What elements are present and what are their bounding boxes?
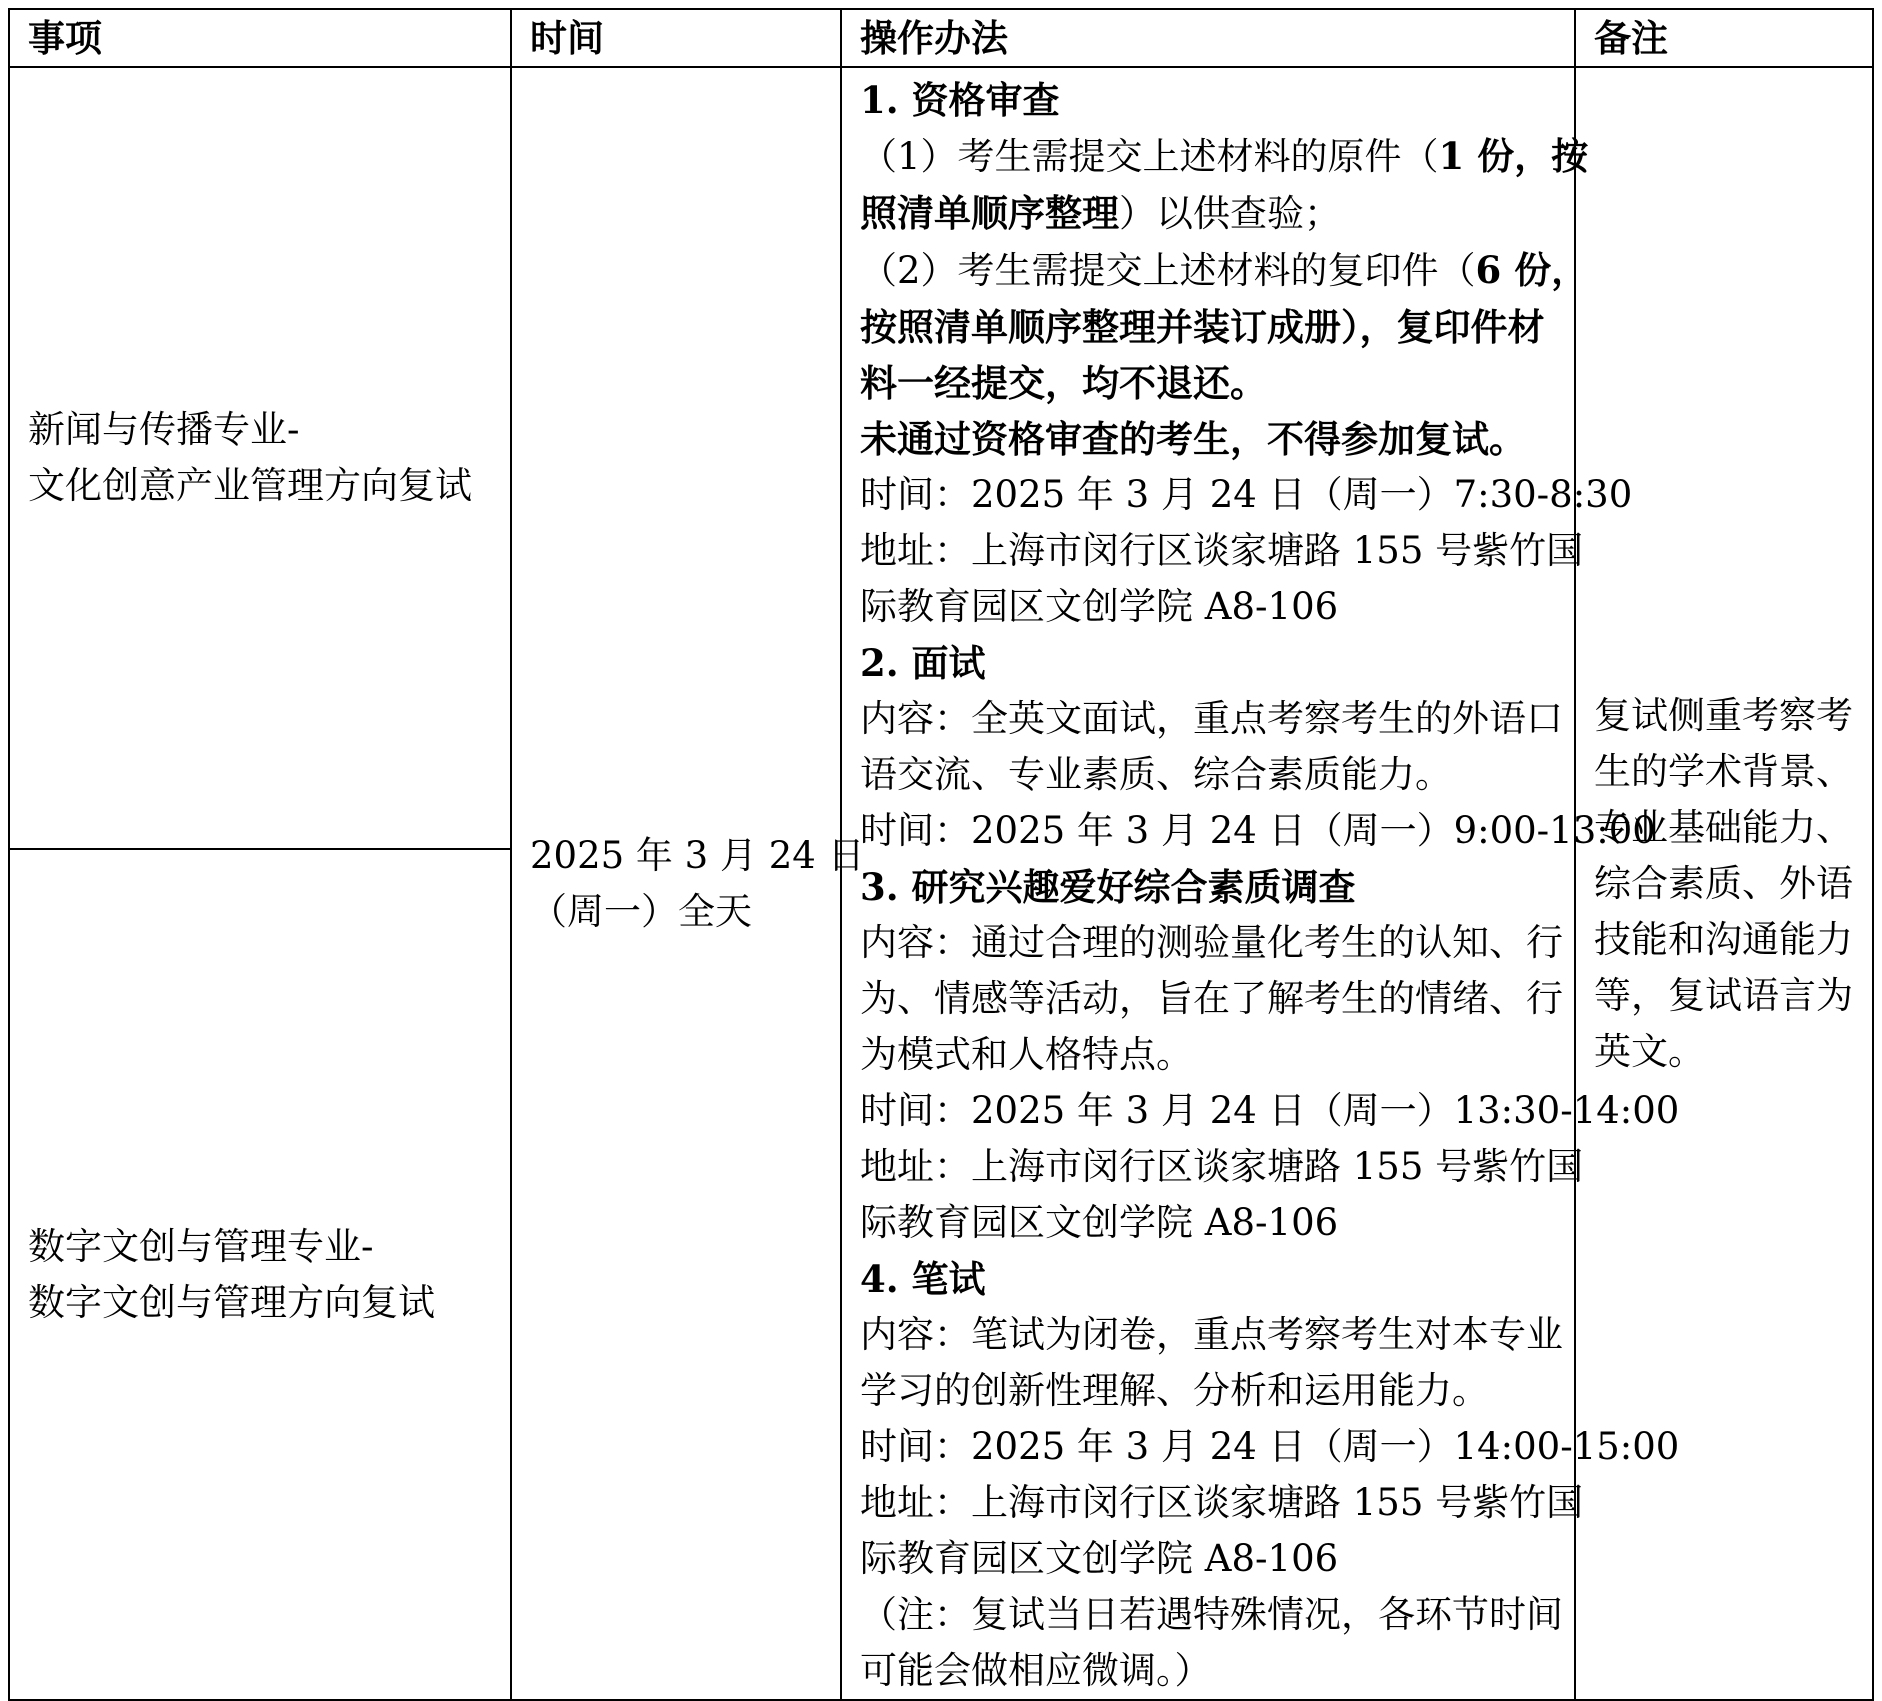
- remark-line: 复试侧重考察考: [1594, 693, 1853, 737]
- section-title: 4. 笔试: [860, 1257, 986, 1301]
- text-span: （1）考生需提交上述材料的原件（: [860, 135, 1439, 178]
- item-line: 新闻与传播专业-: [28, 408, 300, 451]
- method-line: 学习的创新性理解、分析和运用能力。: [860, 1369, 1489, 1412]
- header-item: 事项: [9, 9, 511, 67]
- method-cell: [841, 67, 1680, 1700]
- text-span: （2）考生需提交上述材料的复印件（: [860, 249, 1476, 292]
- bold-span: 照清单顺序整理: [860, 191, 1119, 235]
- remark-line: 生的学术背景、: [1594, 749, 1853, 793]
- header-row: [9, 9, 1873, 67]
- method-line: 可能会做相应微调。）: [860, 1649, 1212, 1692]
- method-line: （注：复试当日若遇特殊情况，各环节时间: [860, 1593, 1563, 1636]
- remark-line: 英文。: [1594, 1029, 1705, 1073]
- method-line: 际教育园区文创学院 A8-106: [860, 1537, 1339, 1580]
- method-line: [860, 185, 1556, 242]
- method-line: 地址：上海市闵行区谈家塘路 155 号紫竹国: [860, 1481, 1584, 1524]
- method-line: 时间：2025 年 3 月 24 日（周一）7:30-8:30: [860, 473, 1633, 516]
- section-title: 2. 面试: [860, 641, 986, 685]
- remark-line: 综合素质、外语: [1594, 861, 1853, 905]
- item-cell-digital: [9, 849, 511, 1700]
- header-method: 操作办法: [841, 9, 1575, 67]
- section-title: 1. 资格审查: [860, 78, 1060, 122]
- method-line: 内容：通过合理的测验量化考生的认知、行: [860, 921, 1563, 964]
- header-time: 时间: [511, 9, 841, 67]
- method-line: 为模式和人格特点。: [860, 1033, 1193, 1076]
- method-line: 料一经提交，均不退还。: [860, 361, 1267, 405]
- section-title: 3. 研究兴趣爱好综合素质调查: [860, 865, 1356, 909]
- text-span: ）以供查验；: [1119, 192, 1341, 235]
- method-line: 为、情感等活动，旨在了解考生的情绪、行: [860, 977, 1563, 1020]
- method-line: 际教育园区文创学院 A8-106: [860, 585, 1339, 628]
- schedule-table: [8, 8, 1874, 1701]
- item-line: 文化创意产业管理方向复试: [28, 464, 472, 507]
- header-remark: 备注: [1575, 9, 1873, 67]
- method-line: 按照清单顺序整理并装订成册），复印件材: [860, 305, 1545, 349]
- method-line: 语交流、专业素质、综合素质能力。: [860, 753, 1452, 796]
- item-line: 数字文创与管理方向复试: [28, 1280, 435, 1324]
- method-line: 地址：上海市闵行区谈家塘路 155 号紫竹国: [860, 529, 1584, 572]
- table-row: [9, 67, 1873, 849]
- method-line: 未通过资格审查的考生，不得参加复试。: [860, 417, 1526, 461]
- method-line: 内容：笔试为闭卷，重点考察考生对本专业: [860, 1313, 1563, 1356]
- method-line: 时间：2025 年 3 月 24 日（周一）14:00-15:00: [860, 1425, 1680, 1468]
- method-line: 时间：2025 年 3 月 24 日（周一）13:30-14:00: [860, 1089, 1680, 1132]
- method-line: [860, 242, 1589, 299]
- bold-span: 1 份，按: [1438, 134, 1589, 178]
- remark-line: 专业基础能力、: [1594, 805, 1853, 849]
- remark-line: 等，复试语言为: [1594, 973, 1853, 1017]
- time-cell: [511, 67, 865, 1700]
- method-line: 时间：2025 年 3 月 24 日（周一）9:00-13:00: [860, 809, 1656, 852]
- method-line: 地址：上海市闵行区谈家塘路 155 号紫竹国: [860, 1145, 1584, 1188]
- method-line: 际教育园区文创学院 A8-106: [860, 1201, 1339, 1244]
- time-line: （周一）全天: [530, 889, 752, 933]
- item-cell-journalism: [9, 67, 511, 849]
- method-line: 内容：全英文面试，重点考察考生的外语口: [860, 697, 1563, 740]
- bold-span: 6 份，: [1475, 248, 1589, 292]
- method-line: [860, 128, 1589, 185]
- time-line: 2025 年 3 月 24 日: [530, 833, 865, 877]
- remark-line: 技能和沟通能力: [1594, 917, 1853, 961]
- item-line: 数字文创与管理专业-: [28, 1224, 374, 1268]
